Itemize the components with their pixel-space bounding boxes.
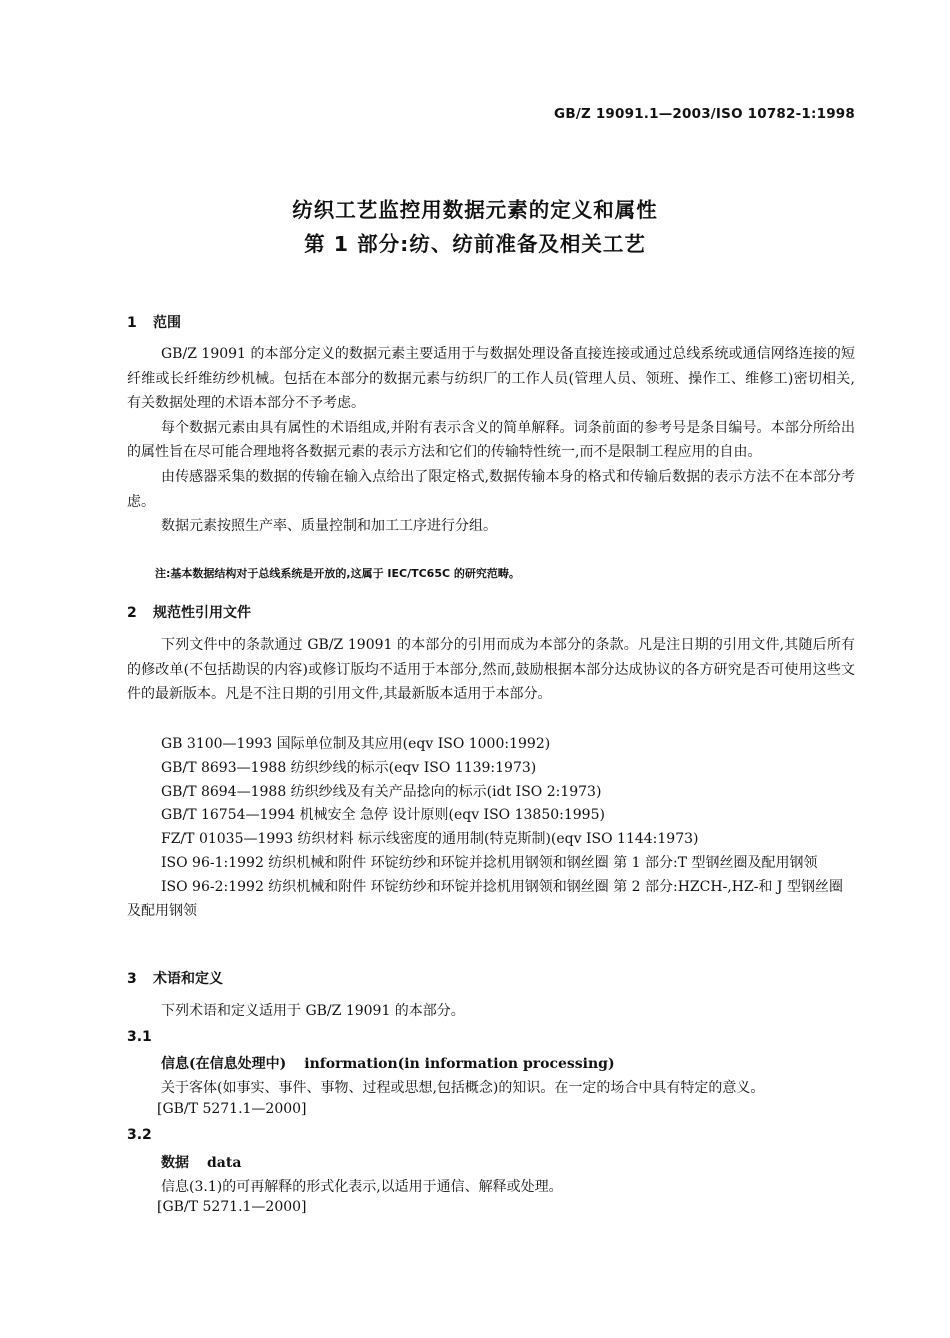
document-title: 纺织工艺监控用数据元素的定义和属性	[292, 198, 658, 222]
paragraph: 下列文件中的条款通过 GB/Z 19091 的本部分的引用而成为本部分的条款。凡是注日期的引用文件,其随后所有的修改单(不包括勘误的内容)或修订版均不适用于本部分,然而,鼓励根据本部分达成协议的各方研究是否可使用这些文件的最新版本。凡是不注日期的引用文件,其最新版本适用于本部分。	[127, 637, 855, 703]
term-definition: 关于客体(如事实、事件、事物、过程或思想,包括概念)的知识。在一定的场合中具有特定的意义。	[161, 1080, 765, 1096]
term-definition: 信息(3.1)的可再解释的形式化表示,以适用于通信、解释或处理。	[161, 1179, 563, 1195]
section-2-intro	[127, 633, 855, 707]
section-1-note: 注:基本数据结构对于总线系统是开放的,这属于 IEC/TC65C 的研究范畴。	[155, 567, 520, 580]
entry-number: 3.2	[127, 1127, 152, 1143]
entry-number: 3.1	[127, 1029, 152, 1045]
reference-item: GB/T 8694—1988 纺织纱线及有关产品捻向的标示(idt ISO 2:1973)	[161, 783, 602, 800]
term-source: [GB/T 5271.1—2000]	[157, 1101, 307, 1117]
reference-list	[127, 733, 855, 923]
section-2-heading	[127, 602, 251, 622]
standard-number: GB/Z 19091.1—2003/ISO 10782-1:1998	[554, 106, 855, 122]
paragraph: 每个数据元素由具有属性的术语组成,并附有表示含义的简单解释。词条前面的参考号是条目编号。本部分所给出的属性旨在尽可能合理地将各数据元素的表示方法和它们的传输特性统一,而不是限制工程应用的自由。	[127, 419, 855, 461]
term-source: [GB/T 5271.1—2000]	[157, 1199, 307, 1215]
term-line	[161, 1152, 241, 1172]
term-line	[161, 1053, 615, 1073]
reference-item: ISO 96-1:1992 纺织机械和附件 环锭纺纱和环锭并捻机用钢领和钢丝圈 第 1 部分:T 型钢丝圈及配用钢领	[161, 854, 818, 871]
reference-item: GB/T 8693—1988 纺织纱线的标示(eqv ISO 1139:1973)	[161, 759, 537, 776]
document-subtitle: 第 1 部分:纺、纺前准备及相关工艺	[304, 232, 646, 256]
term-en: data	[207, 1155, 242, 1171]
term-zh: 信息(在信息处理中)	[161, 1056, 287, 1072]
section-2-title: 规范性引用文件	[153, 605, 251, 621]
section-2-number: 2	[127, 605, 137, 621]
section-3-heading	[127, 968, 223, 988]
reference-item: GB 3100—1993 国际单位制及其应用(eqv ISO 1000:1992)	[161, 736, 551, 752]
section-3-number: 3	[127, 971, 137, 987]
section-1-heading	[127, 312, 181, 332]
section-1-title: 范围	[153, 315, 181, 331]
term-en: information(in information processing)	[304, 1056, 615, 1072]
term-zh: 数据	[161, 1155, 189, 1171]
section-1-number: 1	[127, 315, 137, 331]
reference-item: ISO 96-2:1992 纺织机械和附件 环锭纺纱和环锭并捻机用钢领和钢丝圈 第 2 部分:HZCH-,HZ-和 J 型钢丝圈及配用钢领	[127, 878, 843, 919]
paragraph: 数据元素按照生产率、质量控制和加工工序进行分组。	[161, 518, 497, 535]
paragraph: 由传感器采集的数据的传输在输入点给出了限定格式,数据传输本身的格式和传输后数据的表示方法不在本部分考虑。	[127, 468, 855, 510]
section-3-intro: 下列术语和定义适用于 GB/Z 19091 的本部分。	[161, 1003, 465, 1019]
section-3-title: 术语和定义	[153, 971, 223, 987]
reference-item: GB/T 16754—1994 机械安全 急停 设计原则(eqv ISO 13850:1995)	[161, 807, 605, 824]
paragraph: GB/Z 19091 的本部分定义的数据元素主要适用于与数据处理设备直接连接或通过总线系统或通信网络连接的短纤维或长纤维纺纱机械。包括在本部分的数据元素与纺织厂的工作人员(管理人员、领班、操作工、维修工)密切相关,有关数据处理的术语本部分不予考虑。	[127, 346, 855, 412]
section-1-body	[127, 342, 855, 539]
reference-item: FZ/T 01035—1993 纺织材料 标示线密度的通用制(特克斯制)(eqv ISO 1144:1973)	[161, 831, 699, 848]
